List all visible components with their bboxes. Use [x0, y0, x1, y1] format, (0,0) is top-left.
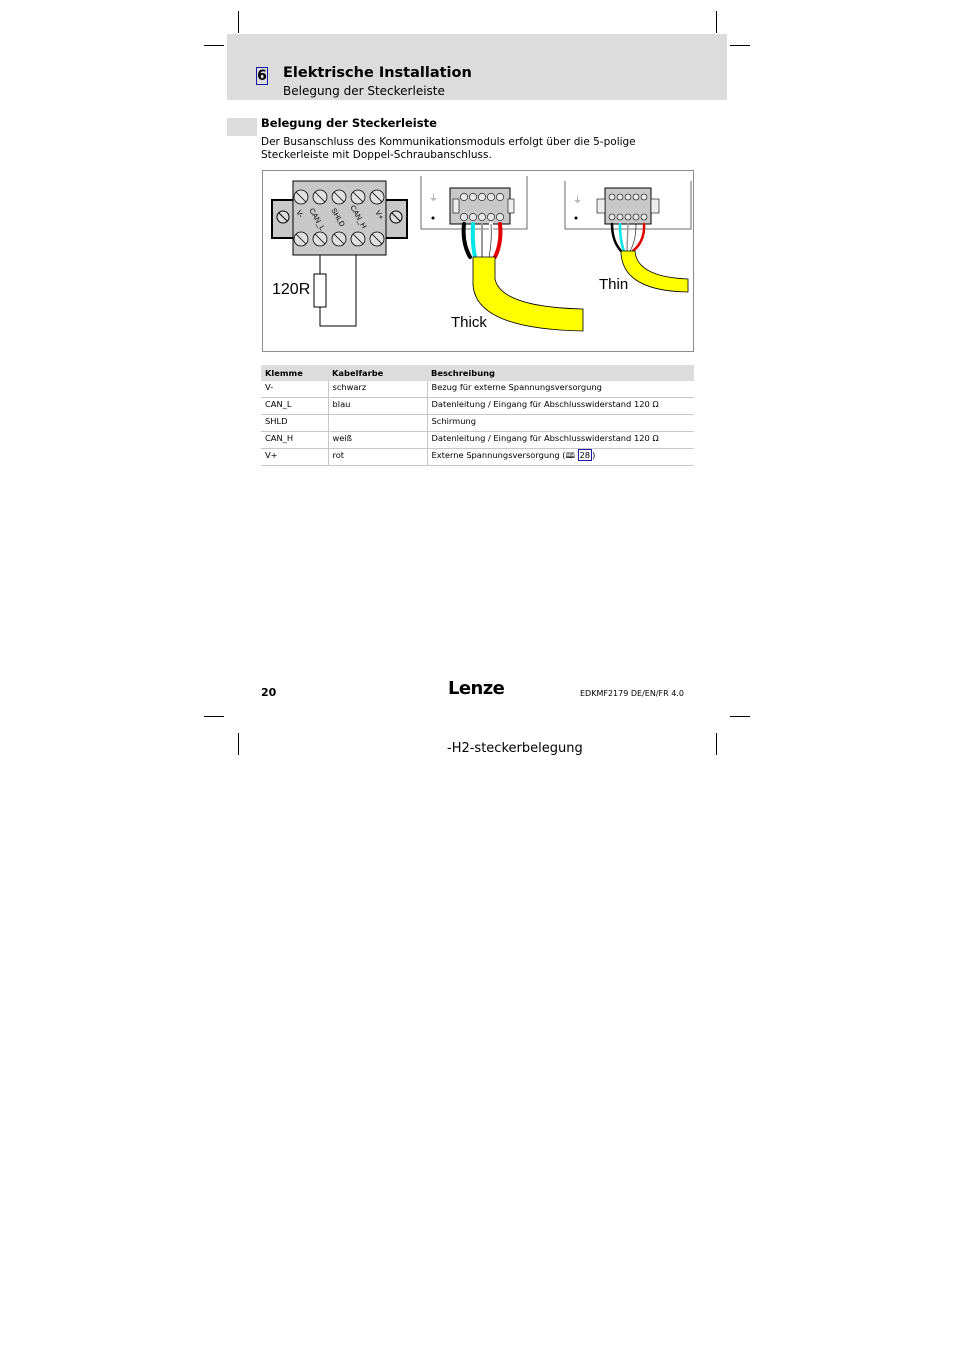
svg-text:⏚: ⏚ — [429, 193, 439, 203]
cell-klemme: SHLD — [261, 415, 328, 432]
cell-beschreibung: Datenleitung / Eingang für Abschlusswiderstand 120 Ω — [427, 398, 694, 415]
terminal-label-v-minus: V- — [294, 208, 306, 220]
table-row — [261, 381, 694, 398]
connector-diagram — [262, 170, 694, 352]
thin-cable-connector — [565, 181, 691, 293]
cell-klemme: V- — [261, 381, 328, 398]
chapter-number-link[interactable]: 6 — [257, 68, 267, 84]
resistor-label: 120R — [272, 281, 311, 298]
table-row — [261, 415, 694, 432]
cell-klemme: CAN_H — [261, 432, 328, 449]
intro-paragraph: Der Busanschluss des Kommunikationsmoduls erfolgt über die 5-polige Steckerleiste mit Doppel-Schraubanschluss. — [261, 136, 636, 161]
terminal-label-can-l: CAN_L — [307, 206, 328, 232]
crop-mark — [716, 11, 717, 33]
book-icon: 🕮 — [565, 451, 578, 460]
cell-beschreibung — [427, 449, 694, 466]
terminal-label-v-plus: V+ — [373, 208, 386, 222]
crop-mark — [204, 45, 224, 46]
column-header-klemme: Klemme — [261, 365, 328, 381]
section-marker — [227, 118, 257, 136]
thick-cable-connector — [421, 176, 583, 331]
terminal-label-can-h: CAN_H — [348, 203, 369, 231]
page-reference-link[interactable]: 28 — [579, 450, 591, 460]
table-row — [261, 449, 694, 466]
cell-beschreibung: Datenleitung / Eingang für Abschlusswiderstand 120 Ω — [427, 432, 694, 449]
cell-beschreibung-text: Externe Spannungsversorgung ( — [431, 450, 566, 460]
terminal-block — [272, 181, 407, 326]
image-caption: -H2-steckerbelegung — [447, 741, 583, 756]
crop-mark — [730, 716, 750, 717]
thin-label: Thin — [599, 276, 629, 293]
cell-farbe: weiß — [328, 432, 427, 449]
cell-klemme: CAN_L — [261, 398, 328, 415]
cell-farbe — [328, 415, 427, 432]
svg-text:⏚: ⏚ — [573, 195, 583, 205]
table-row — [261, 432, 694, 449]
page-number: 20 — [261, 686, 277, 699]
crop-mark — [730, 45, 750, 46]
chapter-subtitle: Belegung der Steckerleiste — [283, 84, 445, 98]
lenze-logo: Lenze — [448, 678, 505, 699]
table-row — [261, 398, 694, 415]
cell-klemme: V+ — [261, 449, 328, 466]
pin-assignment-table — [261, 365, 694, 466]
crop-mark — [204, 716, 224, 717]
cell-beschreibung-close: ) — [592, 450, 596, 460]
column-header-beschreibung: Beschreibung — [427, 365, 694, 381]
thick-label: Thick — [451, 314, 487, 331]
table-header-row — [261, 365, 694, 381]
cell-farbe: blau — [328, 398, 427, 415]
crop-mark — [238, 733, 239, 755]
crop-mark — [716, 733, 717, 755]
column-header-kabelfarbe: Kabelfarbe — [328, 365, 427, 381]
crop-mark — [238, 11, 239, 33]
cell-farbe: rot — [328, 449, 427, 466]
cell-farbe: schwarz — [328, 381, 427, 398]
section-title: Belegung der Steckerleiste — [261, 116, 437, 130]
cell-beschreibung: Schirmung — [427, 415, 694, 432]
terminal-label-shld: SHLD — [329, 206, 348, 229]
chapter-title: Elektrische Installation — [283, 65, 472, 81]
cell-beschreibung: Bezug für externe Spannungsversorgung — [427, 381, 694, 398]
document-id: EDKMF2179 DE/EN/FR 4.0 — [580, 689, 684, 698]
